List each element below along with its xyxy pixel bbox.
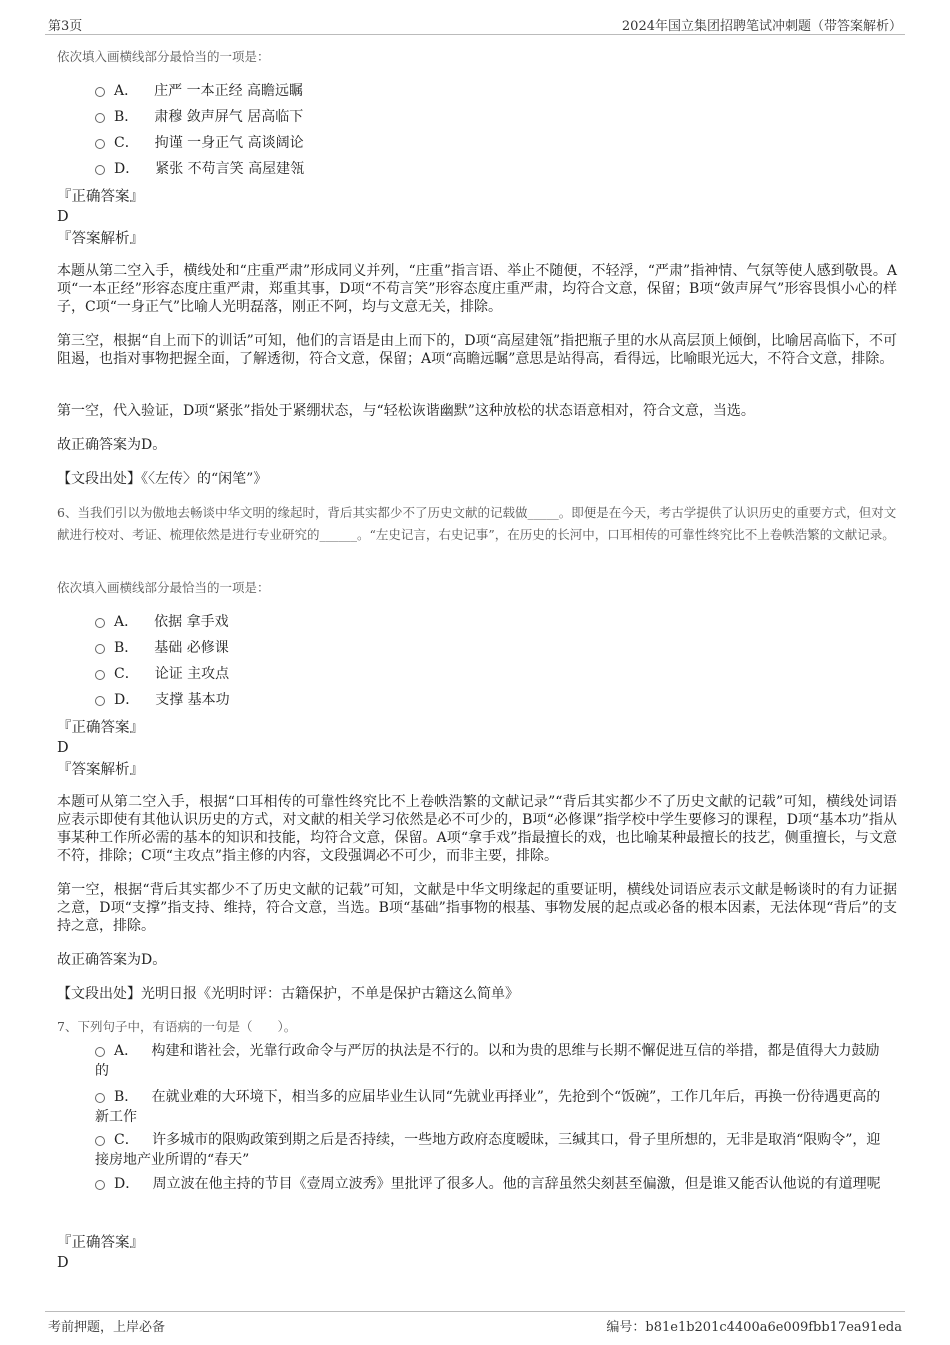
- radio-icon[interactable]: [95, 670, 105, 680]
- q5-answer-label: 『正确答案』: [57, 189, 144, 205]
- radio-icon[interactable]: [95, 644, 105, 654]
- q7-option-c[interactable]: C． 许多城市的限购政策到期之后是否持续，一些地方政府态度暧昧，三缄其口，骨子里所想的，无非是取消“限购令”，迎接房地产业所谓的“春天”: [95, 1132, 881, 1168]
- q6-instruction: 依次填入画横线部分最恰当的一项是：: [57, 580, 270, 595]
- q5-analysis-paragraph: 本题从第二空入手，横线处和“庄重严肃”形成同义并列，“庄重”指言语、举止不随便，不轻浮，“严肃”指神情、气氛等使人感到敬畏。A项“一本正经”形容态度庄重严肃，郑重其事，D项“不苟言笑”形容态度庄重严肃，均符合文意，保留；B项“敛声屏气”形容畏惧小心的样子，C项“一身正气”比喻人光明磊落，刚正不阿，均与文意无关，排除。: [57, 263, 897, 315]
- radio-icon[interactable]: [95, 1136, 105, 1146]
- q6-answer-label: 『正确答案』: [57, 720, 144, 736]
- q6-option-c[interactable]: C． 论证 主攻点: [95, 664, 895, 684]
- q5-source: 【文段出处】《〈左传〉的“闲笔”》: [57, 471, 268, 487]
- document-code: 编号：b81e1b201c4400a6e009fbb17ea91eda: [606, 1320, 902, 1335]
- q6-analysis-paragraph: 第一空，根据“背后其实都少不了历史文献的记载”可知，文献是中华文明缘起的重要证明，横线处词语应表示文献是畅谈时的有力证据之意，D项“支撑”指支持、维持，符合文意，当选。B项“基础”指事物的根基、事物发展的起点或必备的根本因素，无法体现“背后”的支持之意，排除。: [57, 882, 897, 934]
- q5-analysis-paragraph: 第三空，根据“自上而下的训话”可知，他们的言语是由上而下的，D项“高屋建瓴”指把瓶子里的水从高层顶上倾倒，比喻居高临下，不可阻遏，也指对事物把握全面，了解透彻，符合文意，保留；A项“高瞻远瞩”意思是站得高，看得远，比喻眼光远大，不符合文意，排除。: [57, 333, 897, 367]
- q6-analysis-label: 『答案解析』: [57, 762, 144, 778]
- page-header: [45, 12, 905, 35]
- footer-slogan: 考前押题，上岸必备: [48, 1320, 166, 1335]
- q5-analysis-paragraph: 第一空，代入验证，D项“紧张”指处于紧绷状态，与“轻松诙谐幽默”这种放松的状态语意相对，符合文意，当选。: [57, 403, 755, 419]
- q6-answer: D: [57, 740, 69, 756]
- q6-stem: 6、当我们引以为傲地去畅谈中华文明的缘起时，背后其实都少不了历史文献的记载做_____。即便是在今天，考古学提供了认识历史的重要方式，但对文献进行校对、考证、梳理依然是进行专业研究的______。“左史记言，右史记事”，在历史的长河中，口耳相传的可靠性终究比不上卷帙浩繁的文献记录。: [57, 505, 897, 542]
- q5-analysis-label: 『答案解析』: [57, 231, 144, 247]
- q6-conclusion: 故正确答案为D。: [57, 952, 167, 968]
- q5-conclusion: 故正确答案为D。: [57, 437, 167, 453]
- q5-instruction: 依次填入画横线部分最恰当的一项是：: [57, 49, 270, 64]
- q7-option-a[interactable]: A． 构建和谐社会，光靠行政命令与严厉的执法是不行的。以和为贵的思维与长期不懈促进互信的举措，都是值得大力鼓励的: [95, 1043, 880, 1079]
- radio-icon[interactable]: [95, 1093, 105, 1103]
- q6-option-d[interactable]: D． 支撑 基本功: [95, 690, 895, 710]
- page-number: 第3页: [48, 19, 83, 34]
- q7-option-b[interactable]: B． 在就业难的大环境下，相当多的应届毕业生认同“先就业再择业”，先抢到个“饭碗”，工作几年后，再换一份待遇更高的新工作: [95, 1089, 881, 1125]
- page-footer: [45, 1311, 905, 1336]
- q5-option-d[interactable]: D． 紧张 不苟言笑 高屋建瓴: [95, 159, 895, 179]
- q5-answer: D: [57, 209, 69, 225]
- radio-icon[interactable]: [95, 113, 105, 123]
- q6-analysis-paragraph: 本题可从第二空入手，根据“口耳相传的可靠性终究比不上卷帙浩繁的文献记录”“背后其实都少不了历史文献的记载”可知，横线处词语应表示即使有其他认识历史的方式，对文献的相关学习依然是必不可少的，B项“必修课”指学校中学生要修习的课程，D项“基本功”指从事某种工作所必需的基本的知识和技能，均符合文意，保留。A项“拿手戏”指最擅长的戏，也比喻某种最擅长的技艺，侧重擅长，与文意不符，排除；C项“主攻点”指主修的内容，文段强调必不可少，而非主要，排除。: [57, 794, 897, 864]
- radio-icon[interactable]: [95, 1047, 105, 1057]
- radio-icon[interactable]: [95, 618, 105, 628]
- q7-stem: 7、下列句子中，有语病的一句是（ ）。: [57, 1019, 297, 1034]
- document-title: 2024年国立集团招聘笔试冲刺题（带答案解析）: [621, 19, 902, 34]
- q6-option-b[interactable]: B． 基础 必修课: [95, 638, 895, 658]
- q7-option-d[interactable]: D． 周立波在他主持的节目《壹周立波秀》里批评了很多人。他的言辞虽然尖刻甚至偏激，但是谁又能否认他说的有道理呢: [95, 1174, 885, 1194]
- q5-option-c[interactable]: C． 拘谨 一身正气 高谈阔论: [95, 133, 895, 153]
- q7-answer: D: [57, 1255, 69, 1271]
- radio-icon[interactable]: [95, 696, 105, 706]
- q6-source: 【文段出处】光明日报《光明时评：古籍保护，不单是保护古籍这么简单》: [57, 986, 519, 1002]
- radio-icon[interactable]: [95, 139, 105, 149]
- radio-icon[interactable]: [95, 165, 105, 175]
- radio-icon[interactable]: [95, 87, 105, 97]
- q6-option-a[interactable]: A． 依据 拿手戏: [95, 612, 895, 632]
- radio-icon[interactable]: [95, 1180, 105, 1190]
- q7-answer-label: 『正确答案』: [57, 1235, 144, 1251]
- q5-option-b[interactable]: B． 肃穆 敛声屏气 居高临下: [95, 107, 895, 127]
- q5-option-a[interactable]: A． 庄严 一本正经 高瞻远瞩: [95, 81, 895, 101]
